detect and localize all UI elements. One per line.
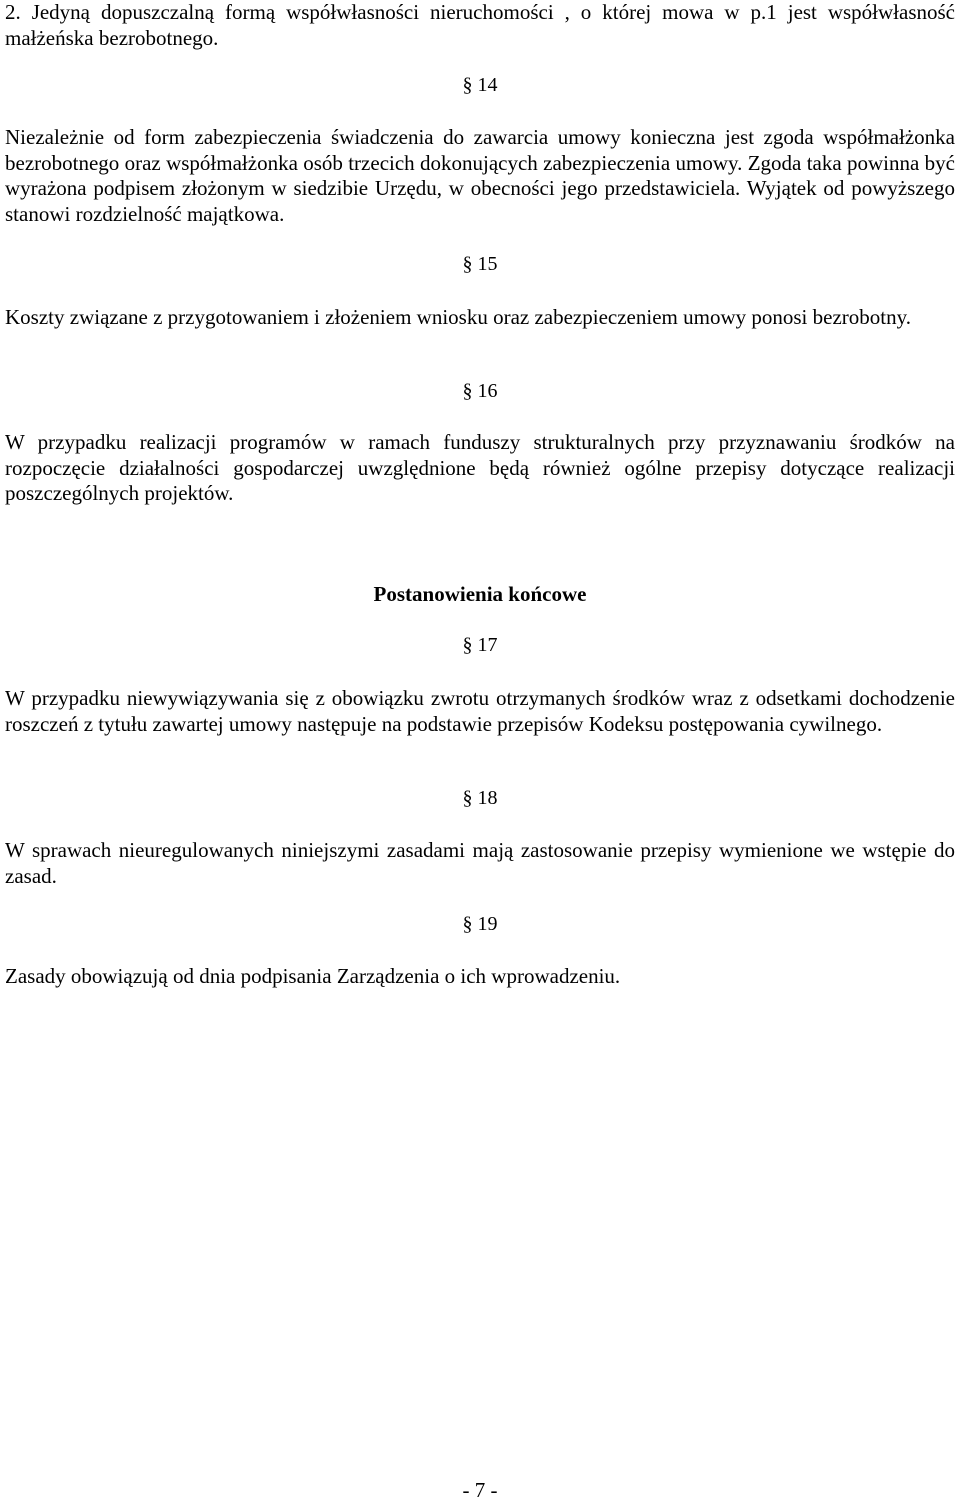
section-19-paragraph: Zasady obowiązują od dnia podpisania Zarządzenia o ich wprowadzeniu. xyxy=(5,964,621,988)
section-15-mark: § 15 xyxy=(462,253,498,275)
section-19-mark: § 19 xyxy=(462,913,498,935)
section-14-paragraph: Niezależnie od form zabezpieczenia świadczenia do zawarcia umowy konieczna jest zgoda współmałżonka bezrobotnego oraz współmałżonka osób trzecich dokonujących zabezpieczenia umowy. Zgoda taka powinna być wyrażona podpisem złożonym w siedzibie Urzędu, w obecności jego przedstawiciela. Wyjątek od powyższego stanowi rozdzielność majątkowa. xyxy=(5,125,955,226)
section-16-paragraph: W przypadku realizacji programów w ramach funduszy strukturalnych przy przyznawaniu środków na rozpoczęcie działalności gospodarczej uwzględnione będą również ogólne przepisy dotyczące realizacji poszczególnych projektów. xyxy=(5,430,955,505)
intro-item-paragraph: 2. Jedyną dopuszczalną formą współwłasności nieruchomości , o której mowa w p.1 jest współwłasność małżeńska bezrobotnego. xyxy=(5,0,955,50)
section-14-mark: § 14 xyxy=(462,74,498,96)
section-17-mark: § 17 xyxy=(462,634,498,656)
page-number: - 7 - xyxy=(462,1478,498,1502)
section-17-paragraph: W przypadku niewywiązywania się z obowiązku zwrotu otrzymanych środków wraz z odsetkami dochodzenie roszczeń z tytułu zawartej umowy następuje na podstawie przepisów Kodeksu postępowania cywilnego. xyxy=(5,686,955,736)
section-15-paragraph: Koszty związane z przygotowaniem i złożeniem wniosku oraz zabezpieczeniem umowy ponosi bezrobotny. xyxy=(5,305,911,329)
final-provisions-heading: Postanowienia końcowe xyxy=(373,582,587,606)
section-16-mark: § 16 xyxy=(462,380,498,402)
section-18-mark: § 18 xyxy=(462,787,498,809)
section-18-paragraph: W sprawach nieuregulowanych niniejszymi zasadami mają zastosowanie przepisy wymienione we wstępie do zasad. xyxy=(5,838,955,888)
